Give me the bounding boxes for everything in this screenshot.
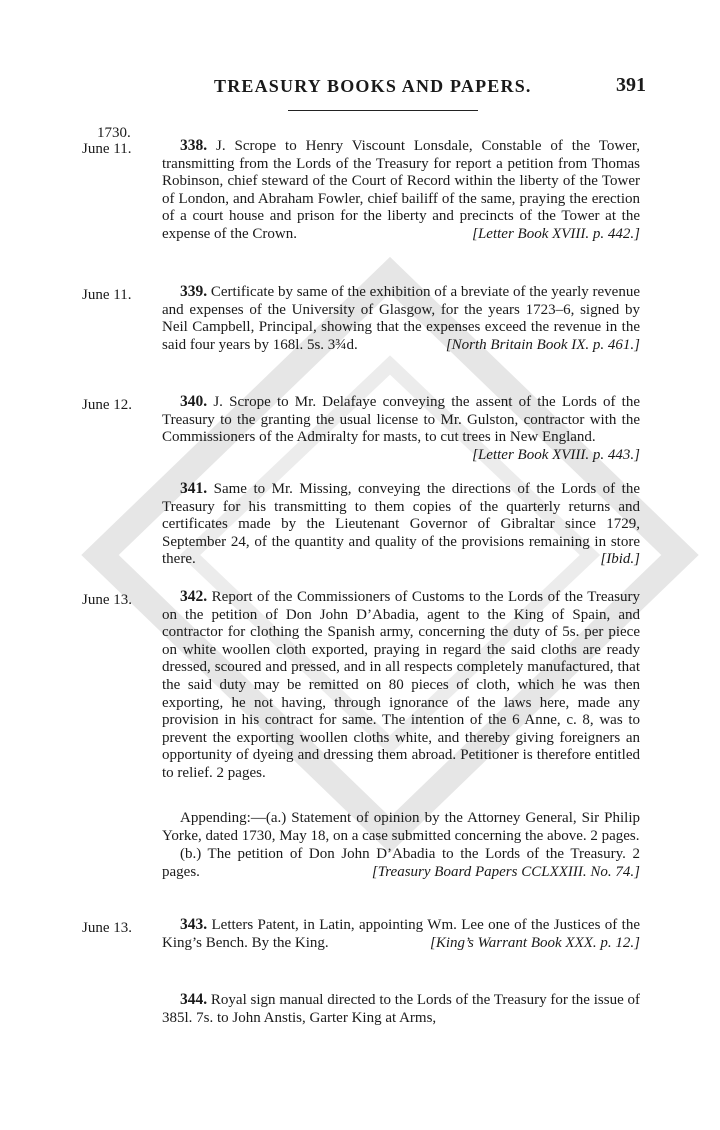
entry-text: Letters Patent, in Latin, appointing Wm. Lee one of the Justices of the King’s Bench. By the King. <box>162 917 640 951</box>
entry-text: J. Scrope to Mr. Delafaye conveying the assent of the Lords of the Treasury to the granting the usual license to Mr. Gulston, contractor with the Commissioners of the Admiralty for masts, to cut trees in New England. <box>162 394 641 446</box>
entry-text: Same to Mr. Missing, conveying the directions of the Lords of the Treasury for his transmitting to them copies of the quarterly returns and certificates made by the Lieutenant Governor of Gibraltar since 1729, September 24, of the quantity and quality of the provisions remaining in store there. <box>162 481 640 568</box>
entry-date: June 11. <box>82 287 132 303</box>
entry-text: Royal sign manual directed to the Lords of the Treasury for the issue of 385l. 7s. to John Anstis, Garter King at Arms, <box>162 992 641 1026</box>
entry-number: 341. <box>180 480 208 497</box>
entry-number: 342. <box>180 588 208 605</box>
entry-reference: [Treasury Board Papers CCLXXIII. No. 74.] <box>371 863 640 880</box>
entry-date: June 13. <box>82 592 132 608</box>
entry-reference: [Letter Book XVIII. p. 443.] <box>472 446 640 463</box>
entry-body <box>162 393 640 464</box>
entry-date: June 12. <box>82 397 132 413</box>
running-head <box>0 76 720 106</box>
appending-a: Appending:—(a.) Statement of opinion by the Attorney General, Sir Philip Yorke, dated 1730, May 18, on a case submitted concerning the above. 2 pages. <box>162 810 640 844</box>
year-label: 1730. <box>97 125 131 141</box>
entry-reference: [Letter Book XVIII. p. 442.] <box>472 225 640 242</box>
entry-number: 338. <box>180 137 208 154</box>
entry-text: Certificate by same of the exhibition of a breviate of the yearly revenue and expenses of the University of Glasgow, for the years 1723–6, signed by Neil Campbell, Principal, showing that the expenses exceed the revenue in the said four years by 168l. 5s. 3¾d. <box>162 284 640 353</box>
entry-number: 343. <box>180 916 208 933</box>
entry-number: 344. <box>180 991 208 1008</box>
entry-reference: [North Britain Book IX. p. 461.] <box>445 336 640 353</box>
entry-reference: [Ibid.] <box>600 551 640 568</box>
entry-body <box>162 137 640 244</box>
entry-body <box>162 916 640 952</box>
entry-number: 340. <box>180 393 208 410</box>
entry-number: 339. <box>180 283 208 300</box>
running-head-title: TREASURY BOOKS AND PAPERS. <box>214 76 532 96</box>
entry-body <box>162 480 640 569</box>
entry-text: J. Scrope to Henry Viscount Lonsdale, Constable of the Tower, transmitting from the Lords of the Treasury for report a petition from Thomas Robinson, chief steward of the Court of Record within the liberty of the Tower of London, and Abraham Fowler, chief bailiff of the same, praying the erection of a court house and prison for the liberty and precincts of the Tower at the expense of the Crown. <box>162 138 640 242</box>
page-number: 391 <box>616 74 646 96</box>
entry-body <box>162 991 640 1027</box>
entry-text: Report of the Commissioners of Customs to the Lords of the Treasury on the petition of Don John D’Abadia, agent to the King of Spain, and contractor for clothing the Spanish army, concerning the duty of 5s. per piece on white woollen cloth exported, praying in regard the said cloths are ready dressed, scoured and pressed, and in all respects completely manufactured, that the said duty may be remitted on 80 pieces of cloth, which he was then exporting, he not having, through ignorance of the laws here, made any provision in his contract for same. The intention of the 6 Anne, c. 8, was to prevent the exporting woollen cloths white, and thereby giving foreigners an opportunity of dyeing and dressing them abroad. Petitioner is therefore entitled to relief. 2 pages. <box>162 589 640 781</box>
appending-b <box>162 846 640 881</box>
entry-date: June 11. <box>82 141 132 157</box>
entry-body <box>162 283 640 354</box>
appending-b-text: (b.) The petition of Don John D’Abadia to the Lords of the Treasury. 2 pages. <box>162 846 640 880</box>
header-rule <box>288 110 478 111</box>
entry-date: June 13. <box>82 920 132 936</box>
entry-reference: [King’s Warrant Book XXX. p. 12.] <box>429 934 640 951</box>
entry-body <box>162 588 640 783</box>
